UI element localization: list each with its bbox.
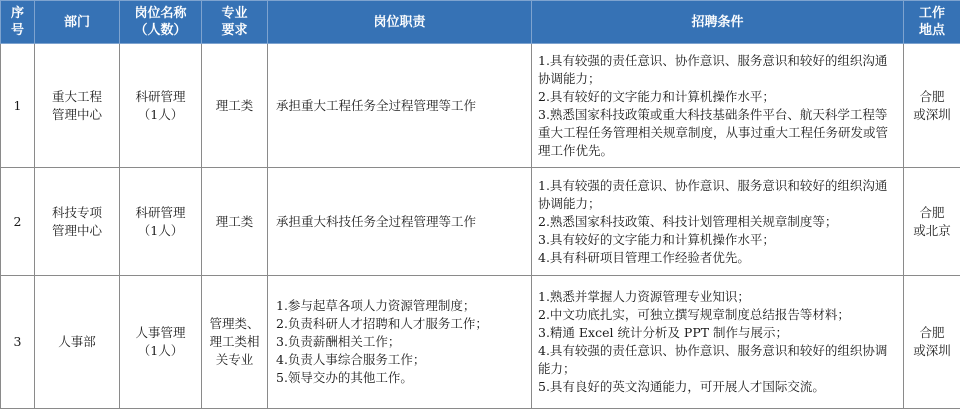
cell-position: 人事管理 （1人）: [120, 276, 202, 409]
requirement-item: 1.熟悉并掌握人力资源管理专业知识；: [538, 289, 750, 304]
requirement-item: 3.熟悉国家科技政策或重大科技基础条件平台、航天科学工程等重大工程任务管理相关规章制度，从事过重大工程任务研发或管理工作优先。: [538, 106, 889, 158]
duty-item: 承担重大工程任务全过程管理等工作: [276, 97, 477, 113]
duty-item: 5.领导交办的其他工作。: [276, 370, 413, 385]
cell-duties: [268, 44, 532, 168]
requirement-item: 1.具有较强的责任意识、协作意识、服务意识和较好的组织沟通协调能力；: [538, 177, 888, 211]
cell-location: 合肥 或北京: [904, 168, 960, 276]
requirement-item: 1.具有较强的责任意识、协作意识、服务意识和较好的组织沟通协调能力；: [538, 52, 888, 86]
header-dept: 部门: [35, 1, 120, 44]
cell-dept: 人事部: [35, 276, 120, 409]
requirement-item: 2.中文功底扎实，可独立撰写规章制度总结报告等材料；: [538, 307, 850, 322]
requirement-item: 2.具有较好的文字能力和计算机操作水平；: [538, 88, 775, 104]
duty-item: 1.参与起草各项人力资源管理制度；: [276, 298, 476, 313]
cell-position: 科研管理 （1人）: [120, 44, 202, 168]
cell-location: 合肥 或深圳: [904, 44, 960, 168]
cell-major: 理工类: [202, 44, 268, 168]
header-duties: 岗位职责: [268, 1, 532, 44]
requirement-item: 3.具有较好的文字能力和计算机操作水平；: [538, 231, 775, 247]
cell-major: 管理类、 理工类相 关专业: [202, 276, 268, 409]
header-no: 序 号: [1, 1, 35, 44]
cell-location: 合肥 或深圳: [904, 276, 960, 409]
table-row: [1, 44, 960, 168]
requirement-item: 2.熟悉国家科技政策、科技计划管理相关规章制度等；: [538, 213, 838, 229]
requirement-item: 4.具有较强的责任意识、协作意识、服务意识和较好的组织协调能力；: [538, 343, 888, 376]
requirement-item: 4.具有科研项目管理工作经验者优先。: [538, 249, 750, 265]
duty-item: 3.负责薪酬相关工作；: [276, 334, 401, 349]
duty-item: 承担重大科技任务全过程管理等工作: [276, 213, 477, 229]
header-row: [1, 1, 960, 44]
cell-requirements: [532, 276, 904, 409]
requirement-item: 5.具有良好的英文沟通能力，可开展人才国际交流。: [538, 379, 825, 394]
requirement-item: 3.精通 Excel 统计分析及 PPT 制作与展示；: [538, 325, 789, 340]
table-row: [1, 168, 960, 276]
header-position: 岗位名称 （人数）: [120, 1, 202, 44]
duty-item: 2.负责科研人才招聘和人才服务工作；: [276, 316, 488, 331]
header-major: 专业 要求: [202, 1, 268, 44]
header-location: 工作 地点: [904, 1, 960, 44]
cell-duties: [268, 276, 532, 409]
cell-no: 1: [1, 44, 35, 168]
cell-requirements: [532, 168, 904, 276]
cell-no: 3: [1, 276, 35, 409]
cell-major: 理工类: [202, 168, 268, 276]
header-requirements: 招聘条件: [532, 1, 904, 44]
cell-duties: [268, 168, 532, 276]
cell-no: 2: [1, 168, 35, 276]
cell-dept: 重大工程 管理中心: [35, 44, 120, 168]
table-row: [1, 276, 960, 409]
cell-position: 科研管理 （1人）: [120, 168, 202, 276]
duty-item: 4.负责人事综合服务工作；: [276, 352, 426, 367]
cell-requirements: [532, 44, 904, 168]
cell-dept: 科技专项 管理中心: [35, 168, 120, 276]
